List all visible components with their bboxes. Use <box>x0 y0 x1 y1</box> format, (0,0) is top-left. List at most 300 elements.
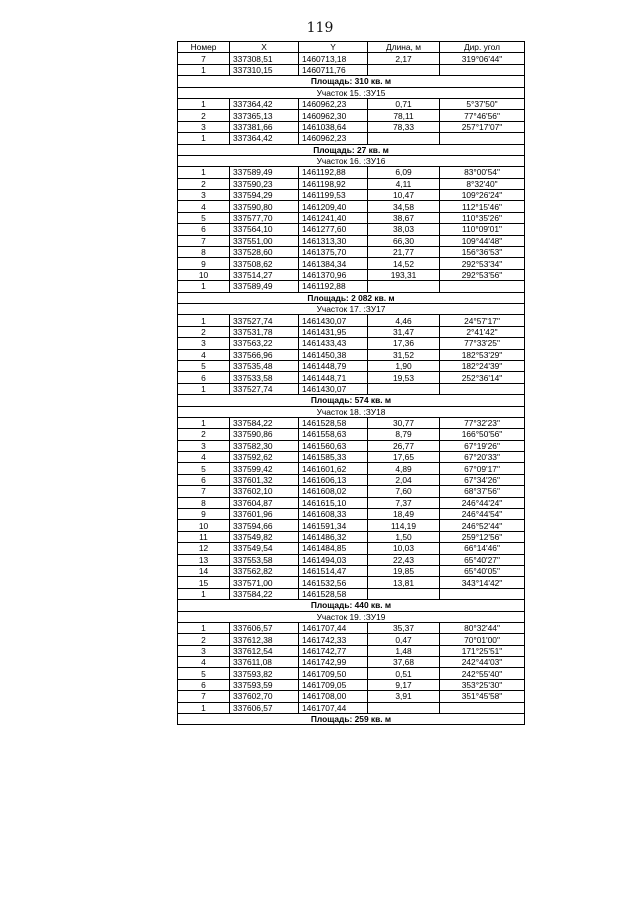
coord-x-cell: 337563,22 <box>230 338 299 349</box>
coord-x-cell: 337571,00 <box>230 577 299 588</box>
point-number-cell: 9 <box>178 509 230 520</box>
section-title-row <box>178 406 525 417</box>
direction-angle-cell: 83°00'54" <box>440 167 525 178</box>
coord-x-cell: 337604,87 <box>230 497 299 508</box>
coord-x-cell: 337531,78 <box>230 326 299 337</box>
coord-x-cell: 337549,82 <box>230 531 299 542</box>
header-length: Длина, м <box>368 42 440 53</box>
segment-length-cell <box>368 588 440 599</box>
point-number-cell: 8 <box>178 497 230 508</box>
coord-y-cell: 1461707,44 <box>299 622 368 633</box>
direction-angle-cell: 77°33'25" <box>440 338 525 349</box>
table-row <box>178 417 525 428</box>
coord-x-cell: 337535,48 <box>230 360 299 371</box>
direction-angle-cell: 110°09'01" <box>440 224 525 235</box>
table-row <box>178 235 525 246</box>
table-row <box>178 452 525 463</box>
area-row <box>178 292 525 303</box>
section-title: Участок 16. :ЗУ16 <box>178 155 525 166</box>
direction-angle-cell: 156°36'53" <box>440 247 525 258</box>
direction-angle-cell: 67°09'17" <box>440 463 525 474</box>
table-row <box>178 201 525 212</box>
direction-angle-cell: 242°44'03" <box>440 657 525 668</box>
coord-x-cell: 337590,23 <box>230 178 299 189</box>
coord-x-cell: 337514,27 <box>230 269 299 280</box>
point-number-cell: 1 <box>178 315 230 326</box>
table-row <box>178 190 525 201</box>
coord-y-cell: 1461448,79 <box>299 360 368 371</box>
segment-length-cell: 4,89 <box>368 463 440 474</box>
coord-y-cell: 1461601,62 <box>299 463 368 474</box>
coord-y-cell: 1461384,34 <box>299 258 368 269</box>
table-row <box>178 64 525 75</box>
coord-y-cell: 1461484,85 <box>299 543 368 554</box>
point-number-cell: 2 <box>178 634 230 645</box>
segment-length-cell: 31,47 <box>368 326 440 337</box>
point-number-cell: 7 <box>178 691 230 702</box>
direction-angle-cell: 343°14'42" <box>440 577 525 588</box>
area-label: Площадь: 310 кв. м <box>178 76 525 87</box>
point-number-cell: 1 <box>178 702 230 713</box>
point-number-cell: 2 <box>178 110 230 121</box>
coord-x-cell: 337508,62 <box>230 258 299 269</box>
coord-y-cell: 1460962,30 <box>299 110 368 121</box>
direction-angle-cell: 182°53'29" <box>440 349 525 360</box>
direction-angle-cell: 182°24'39" <box>440 360 525 371</box>
segment-length-cell: 8,79 <box>368 429 440 440</box>
point-number-cell: 12 <box>178 543 230 554</box>
table-row <box>178 440 525 451</box>
point-number-cell: 6 <box>178 679 230 690</box>
segment-length-cell: 9,17 <box>368 679 440 690</box>
coord-x-cell: 337551,00 <box>230 235 299 246</box>
table-row <box>178 212 525 223</box>
segment-length-cell: 14,52 <box>368 258 440 269</box>
segment-length-cell: 0,51 <box>368 668 440 679</box>
table-row <box>178 178 525 189</box>
direction-angle-cell: 66°14'46" <box>440 543 525 554</box>
coord-y-cell: 1460711,76 <box>299 64 368 75</box>
coord-x-cell: 337381,66 <box>230 121 299 132</box>
point-number-cell: 4 <box>178 452 230 463</box>
table-row <box>178 360 525 371</box>
segment-length-cell: 10,03 <box>368 543 440 554</box>
point-number-cell: 1 <box>178 622 230 633</box>
point-number-cell: 2 <box>178 326 230 337</box>
page-number: 119 <box>306 20 334 36</box>
table-row <box>178 258 525 269</box>
point-number-cell: 3 <box>178 338 230 349</box>
area-label: Площадь: 440 кв. м <box>178 600 525 611</box>
table-row <box>178 634 525 645</box>
coord-y-cell: 1461709,50 <box>299 668 368 679</box>
section-title-row <box>178 303 525 314</box>
area-row <box>178 714 525 725</box>
segment-length-cell: 10,47 <box>368 190 440 201</box>
coord-x-cell: 337594,29 <box>230 190 299 201</box>
table-row <box>178 315 525 326</box>
table-row <box>178 543 525 554</box>
table-row <box>178 657 525 668</box>
point-number-cell: 14 <box>178 565 230 576</box>
section-title-row <box>178 611 525 622</box>
segment-length-cell: 21,77 <box>368 247 440 258</box>
coord-y-cell: 1461277,60 <box>299 224 368 235</box>
point-number-cell: 1 <box>178 281 230 292</box>
direction-angle-cell: 65°40'27" <box>440 554 525 565</box>
segment-length-cell: 4,46 <box>368 315 440 326</box>
table-row <box>178 133 525 144</box>
coord-x-cell: 337589,49 <box>230 281 299 292</box>
direction-angle-cell: 259°12'56" <box>440 531 525 542</box>
segment-length-cell: 30,77 <box>368 417 440 428</box>
segment-length-cell: 1,90 <box>368 360 440 371</box>
direction-angle-cell: 109°44'48" <box>440 235 525 246</box>
segment-length-cell: 17,65 <box>368 452 440 463</box>
coord-y-cell: 1461608,33 <box>299 509 368 520</box>
coord-x-cell: 337528,60 <box>230 247 299 258</box>
table-row <box>178 98 525 109</box>
coord-y-cell: 1461199,53 <box>299 190 368 201</box>
area-row <box>178 144 525 155</box>
direction-angle-cell: 67°20'33" <box>440 452 525 463</box>
point-number-cell: 1 <box>178 64 230 75</box>
direction-angle-cell: 252°36'14" <box>440 372 525 383</box>
direction-angle-cell: 171°25'51" <box>440 645 525 656</box>
segment-length-cell: 34,58 <box>368 201 440 212</box>
coord-x-cell: 337589,49 <box>230 167 299 178</box>
direction-angle-cell: 68°37'56" <box>440 486 525 497</box>
coord-x-cell: 337527,74 <box>230 383 299 394</box>
point-number-cell: 3 <box>178 440 230 451</box>
direction-angle-cell: 2°41'42" <box>440 326 525 337</box>
direction-angle-cell <box>440 133 525 144</box>
coord-x-cell: 337612,38 <box>230 634 299 645</box>
area-row <box>178 395 525 406</box>
point-number-cell: 4 <box>178 657 230 668</box>
coord-x-cell: 337310,15 <box>230 64 299 75</box>
coord-x-cell: 337566,96 <box>230 349 299 360</box>
area-label: Площадь: 259 кв. м <box>178 714 525 725</box>
point-number-cell: 3 <box>178 121 230 132</box>
coord-x-cell: 337308,51 <box>230 53 299 64</box>
table-row <box>178 565 525 576</box>
segment-length-cell: 19,53 <box>368 372 440 383</box>
point-number-cell: 10 <box>178 269 230 280</box>
point-number-cell: 8 <box>178 247 230 258</box>
segment-length-cell: 18,49 <box>368 509 440 520</box>
header-x: X <box>230 42 299 53</box>
table-row <box>178 121 525 132</box>
point-number-cell: 5 <box>178 668 230 679</box>
segment-length-cell: 13,81 <box>368 577 440 588</box>
direction-angle-cell: 242°55'40" <box>440 668 525 679</box>
coord-x-cell: 337562,82 <box>230 565 299 576</box>
segment-length-cell: 26,77 <box>368 440 440 451</box>
direction-angle-cell: 110°35'26" <box>440 212 525 223</box>
table-row <box>178 167 525 178</box>
table-row <box>178 53 525 64</box>
segment-length-cell: 66,30 <box>368 235 440 246</box>
area-label: Площадь: 27 кв. м <box>178 144 525 155</box>
point-number-cell: 2 <box>178 429 230 440</box>
direction-angle-cell: 65°40'05" <box>440 565 525 576</box>
segment-length-cell: 193,31 <box>368 269 440 280</box>
coord-y-cell: 1461707,44 <box>299 702 368 713</box>
point-number-cell: 10 <box>178 520 230 531</box>
coord-y-cell: 1461591,34 <box>299 520 368 531</box>
point-number-cell: 4 <box>178 201 230 212</box>
segment-length-cell: 2,04 <box>368 474 440 485</box>
coord-x-cell: 337612,54 <box>230 645 299 656</box>
coord-y-cell: 1461209,40 <box>299 201 368 212</box>
table-row <box>178 679 525 690</box>
table-row <box>178 486 525 497</box>
direction-angle-cell: 166°50'56" <box>440 429 525 440</box>
point-number-cell: 1 <box>178 383 230 394</box>
point-number-cell: 13 <box>178 554 230 565</box>
table-row <box>178 247 525 258</box>
segment-length-cell: 0,47 <box>368 634 440 645</box>
coord-x-cell: 337593,59 <box>230 679 299 690</box>
coord-y-cell: 1461708,00 <box>299 691 368 702</box>
section-title-row <box>178 155 525 166</box>
coord-y-cell: 1461486,32 <box>299 531 368 542</box>
coord-y-cell: 1461742,33 <box>299 634 368 645</box>
point-number-cell: 5 <box>178 463 230 474</box>
table-row <box>178 668 525 679</box>
point-number-cell: 2 <box>178 178 230 189</box>
table-header-row <box>178 42 525 53</box>
direction-angle-cell: 257°17'07" <box>440 121 525 132</box>
direction-angle-cell: 292°53'56" <box>440 269 525 280</box>
coord-y-cell: 1461615,10 <box>299 497 368 508</box>
direction-angle-cell: 112°15'46" <box>440 201 525 212</box>
coord-x-cell: 337606,57 <box>230 622 299 633</box>
coord-y-cell: 1461370,96 <box>299 269 368 280</box>
header-number: Номер <box>178 42 230 53</box>
table-row <box>178 588 525 599</box>
coord-x-cell: 337593,82 <box>230 668 299 679</box>
coord-y-cell: 1461742,99 <box>299 657 368 668</box>
table-row <box>178 474 525 485</box>
point-number-cell: 3 <box>178 190 230 201</box>
segment-length-cell: 0,71 <box>368 98 440 109</box>
coord-x-cell: 337594,66 <box>230 520 299 531</box>
coord-y-cell: 1461450,38 <box>299 349 368 360</box>
coord-y-cell: 1461528,58 <box>299 588 368 599</box>
table-row <box>178 622 525 633</box>
section-title: Участок 18. :ЗУ18 <box>178 406 525 417</box>
direction-angle-cell: 109°26'24" <box>440 190 525 201</box>
table-row <box>178 383 525 394</box>
point-number-cell: 7 <box>178 53 230 64</box>
segment-length-cell: 114,19 <box>368 520 440 531</box>
direction-angle-cell: 353°25'30" <box>440 679 525 690</box>
table-row <box>178 577 525 588</box>
coord-y-cell: 1461430,07 <box>299 383 368 394</box>
header-y: Y <box>299 42 368 53</box>
table-row <box>178 110 525 121</box>
segment-length-cell <box>368 64 440 75</box>
table-row <box>178 554 525 565</box>
segment-length-cell <box>368 383 440 394</box>
coord-x-cell: 337599,42 <box>230 463 299 474</box>
coord-y-cell: 1461038,64 <box>299 121 368 132</box>
coord-x-cell: 337601,96 <box>230 509 299 520</box>
coord-y-cell: 1461742,77 <box>299 645 368 656</box>
segment-length-cell: 37,68 <box>368 657 440 668</box>
segment-length-cell <box>368 281 440 292</box>
segment-length-cell: 17,36 <box>368 338 440 349</box>
coord-x-cell: 337364,42 <box>230 98 299 109</box>
coord-y-cell: 1461198,92 <box>299 178 368 189</box>
coord-x-cell: 337527,74 <box>230 315 299 326</box>
segment-length-cell: 78,11 <box>368 110 440 121</box>
segment-length-cell: 6,09 <box>368 167 440 178</box>
segment-length-cell: 1,48 <box>368 645 440 656</box>
direction-angle-cell: 246°44'54" <box>440 509 525 520</box>
direction-angle-cell: 246°44'24" <box>440 497 525 508</box>
table-row <box>178 645 525 656</box>
table-row <box>178 429 525 440</box>
segment-length-cell: 1,50 <box>368 531 440 542</box>
point-number-cell: 1 <box>178 167 230 178</box>
coord-y-cell: 1461560,63 <box>299 440 368 451</box>
coord-x-cell: 337533,58 <box>230 372 299 383</box>
direction-angle-cell: 80°32'44" <box>440 622 525 633</box>
point-number-cell: 7 <box>178 486 230 497</box>
table-row <box>178 520 525 531</box>
point-number-cell: 4 <box>178 349 230 360</box>
table-row <box>178 497 525 508</box>
direction-angle-cell: 67°34'26" <box>440 474 525 485</box>
direction-angle-cell: 8°32'40" <box>440 178 525 189</box>
point-number-cell: 9 <box>178 258 230 269</box>
segment-length-cell: 7,37 <box>368 497 440 508</box>
header-angle: Дир. угол <box>440 42 525 53</box>
table-row <box>178 691 525 702</box>
section-title: Участок 15. :ЗУ15 <box>178 87 525 98</box>
direction-angle-cell: 70°01'00" <box>440 634 525 645</box>
segment-length-cell: 22,43 <box>368 554 440 565</box>
coord-y-cell: 1461192,88 <box>299 281 368 292</box>
direction-angle-cell: 67°19'26" <box>440 440 525 451</box>
coord-y-cell: 1461375,70 <box>299 247 368 258</box>
coord-x-cell: 337601,32 <box>230 474 299 485</box>
table-row <box>178 349 525 360</box>
point-number-cell: 15 <box>178 577 230 588</box>
coordinates-table <box>177 41 525 725</box>
direction-angle-cell: 319°06'44" <box>440 53 525 64</box>
coord-y-cell: 1461431,95 <box>299 326 368 337</box>
table-row <box>178 326 525 337</box>
point-number-cell: 1 <box>178 98 230 109</box>
table-row <box>178 531 525 542</box>
coord-x-cell: 337602,70 <box>230 691 299 702</box>
point-number-cell: 6 <box>178 372 230 383</box>
segment-length-cell: 31,52 <box>368 349 440 360</box>
table-body <box>178 53 525 725</box>
table-row <box>178 338 525 349</box>
coord-x-cell: 337606,57 <box>230 702 299 713</box>
segment-length-cell <box>368 702 440 713</box>
coord-y-cell: 1461514,47 <box>299 565 368 576</box>
coord-y-cell: 1460962,23 <box>299 98 368 109</box>
direction-angle-cell: 351°45'58" <box>440 691 525 702</box>
segment-length-cell: 38,03 <box>368 224 440 235</box>
coord-y-cell: 1461606,13 <box>299 474 368 485</box>
section-title-row <box>178 87 525 98</box>
coord-x-cell: 337582,30 <box>230 440 299 451</box>
coord-y-cell: 1461585,33 <box>299 452 368 463</box>
table-row <box>178 281 525 292</box>
coord-x-cell: 337611,08 <box>230 657 299 668</box>
direction-angle-cell: 77°46'56" <box>440 110 525 121</box>
coord-y-cell: 1461448,71 <box>299 372 368 383</box>
table-row <box>178 372 525 383</box>
table-row <box>178 224 525 235</box>
direction-angle-cell <box>440 281 525 292</box>
coord-x-cell: 337577,70 <box>230 212 299 223</box>
coord-y-cell: 1461494,03 <box>299 554 368 565</box>
section-title: Участок 19. :ЗУ19 <box>178 611 525 622</box>
point-number-cell: 1 <box>178 417 230 428</box>
area-label: Площадь: 2 082 кв. м <box>178 292 525 303</box>
coord-x-cell: 337584,22 <box>230 417 299 428</box>
direction-angle-cell: 292°53'34" <box>440 258 525 269</box>
coord-x-cell: 337602,10 <box>230 486 299 497</box>
point-number-cell: 6 <box>178 224 230 235</box>
coord-x-cell: 337564,10 <box>230 224 299 235</box>
coord-y-cell: 1461528,58 <box>299 417 368 428</box>
coord-x-cell: 337553,58 <box>230 554 299 565</box>
point-number-cell: 1 <box>178 133 230 144</box>
table-row <box>178 702 525 713</box>
point-number-cell: 1 <box>178 588 230 599</box>
coord-y-cell: 1461313,30 <box>299 235 368 246</box>
coord-y-cell: 1461430,07 <box>299 315 368 326</box>
coord-x-cell: 337364,42 <box>230 133 299 144</box>
table-row <box>178 463 525 474</box>
segment-length-cell: 7,60 <box>368 486 440 497</box>
coord-y-cell: 1460962,23 <box>299 133 368 144</box>
direction-angle-cell: 77°32'23" <box>440 417 525 428</box>
segment-length-cell: 2,17 <box>368 53 440 64</box>
area-row <box>178 600 525 611</box>
point-number-cell: 5 <box>178 360 230 371</box>
coord-x-cell: 337592,62 <box>230 452 299 463</box>
segment-length-cell: 78,33 <box>368 121 440 132</box>
coord-y-cell: 1461532,56 <box>299 577 368 588</box>
coord-y-cell: 1461192,88 <box>299 167 368 178</box>
section-title: Участок 17. :ЗУ17 <box>178 303 525 314</box>
coord-y-cell: 1461709,05 <box>299 679 368 690</box>
point-number-cell: 3 <box>178 645 230 656</box>
coord-x-cell: 337584,22 <box>230 588 299 599</box>
segment-length-cell: 38,67 <box>368 212 440 223</box>
segment-length-cell: 19,85 <box>368 565 440 576</box>
segment-length-cell: 4,11 <box>368 178 440 189</box>
direction-angle-cell: 24°57'17" <box>440 315 525 326</box>
segment-length-cell: 3,91 <box>368 691 440 702</box>
direction-angle-cell: 5°37'50" <box>440 98 525 109</box>
coord-y-cell: 1461433,43 <box>299 338 368 349</box>
point-number-cell: 6 <box>178 474 230 485</box>
coord-y-cell: 1461241,40 <box>299 212 368 223</box>
coord-y-cell: 1461608,02 <box>299 486 368 497</box>
point-number-cell: 11 <box>178 531 230 542</box>
